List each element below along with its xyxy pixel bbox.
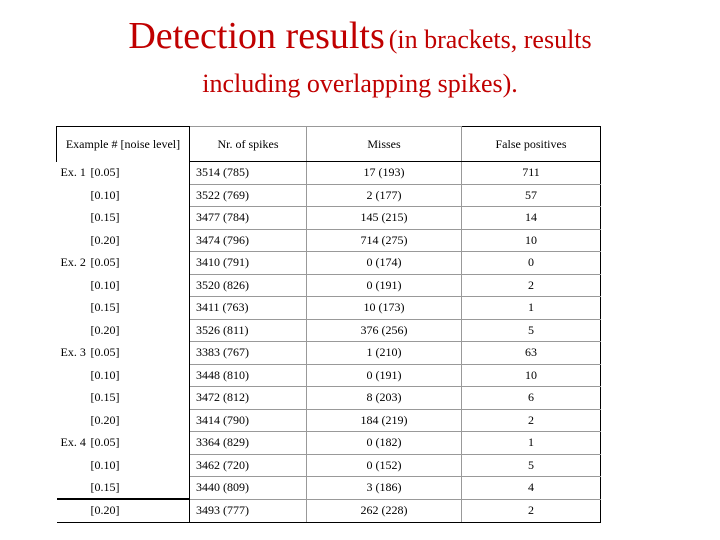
cell-false-positives: 2 [462, 499, 601, 522]
slide-title [0, 14, 720, 99]
cell-example [57, 409, 190, 432]
cell-false-positives: 1 [462, 432, 601, 455]
cell-spikes: 3411 (763) [190, 297, 307, 320]
table-row [57, 454, 601, 477]
cell-example [57, 499, 190, 522]
noise-level: [0.20] [90, 322, 120, 337]
title-main: Detection results [128, 15, 385, 57]
table-row [57, 477, 601, 500]
table-row [57, 499, 601, 522]
cell-example [57, 229, 190, 252]
cell-example [57, 364, 190, 387]
cell-example [57, 319, 190, 342]
noise-level: [0.15] [90, 390, 120, 405]
example-label: Ex. 3 [60, 345, 86, 360]
cell-misses: 17 (193) [307, 162, 462, 185]
cell-false-positives: 63 [462, 342, 601, 365]
cell-spikes: 3364 (829) [190, 432, 307, 455]
cell-spikes: 3448 (810) [190, 364, 307, 387]
cell-false-positives: 2 [462, 409, 601, 432]
cell-example [57, 274, 190, 297]
header-spikes: Nr. of spikes [190, 127, 307, 162]
noise-level: [0.15] [90, 210, 120, 225]
results-table [56, 126, 601, 523]
example-label: Ex. 2 [60, 255, 86, 270]
noise-level: [0.05] [90, 345, 120, 360]
cell-misses: 8 (203) [307, 387, 462, 410]
cell-example [57, 387, 190, 410]
title-paren: (in brackets, results [388, 25, 592, 54]
cell-example [57, 432, 190, 455]
example-label: Ex. 1 [60, 165, 86, 180]
cell-misses: 0 (174) [307, 252, 462, 275]
noise-level: [0.05] [90, 165, 120, 180]
cell-misses: 145 (215) [307, 207, 462, 230]
cell-example [57, 184, 190, 207]
noise-level: [0.05] [90, 255, 120, 270]
cell-misses: 714 (275) [307, 229, 462, 252]
noise-level: [0.15] [90, 300, 120, 315]
cell-misses: 3 (186) [307, 477, 462, 500]
header-false-positives: False positives [462, 127, 601, 162]
cell-spikes: 3493 (777) [190, 499, 307, 522]
header-example: Example # [noise level] [57, 127, 190, 162]
cell-misses: 1 (210) [307, 342, 462, 365]
table-row [57, 409, 601, 432]
cell-false-positives: 57 [462, 184, 601, 207]
table-row [57, 162, 601, 185]
noise-level: [0.10] [90, 367, 120, 382]
cell-example [57, 477, 190, 500]
cell-misses: 10 (173) [307, 297, 462, 320]
table-body [57, 162, 601, 523]
table-row [57, 252, 601, 275]
cell-misses: 0 (182) [307, 432, 462, 455]
noise-level: [0.15] [90, 479, 120, 494]
cell-false-positives: 6 [462, 387, 601, 410]
cell-false-positives: 4 [462, 477, 601, 500]
cell-spikes: 3472 (812) [190, 387, 307, 410]
noise-level: [0.10] [90, 277, 120, 292]
cell-spikes: 3462 (720) [190, 454, 307, 477]
table-row [57, 229, 601, 252]
cell-example [57, 207, 190, 230]
cell-spikes: 3440 (809) [190, 477, 307, 500]
cell-spikes: 3477 (784) [190, 207, 307, 230]
table-header-row [57, 127, 601, 162]
cell-false-positives: 2 [462, 274, 601, 297]
table-row [57, 387, 601, 410]
cell-misses: 376 (256) [307, 319, 462, 342]
cell-example [57, 297, 190, 320]
cell-misses: 262 (228) [307, 499, 462, 522]
noise-level: [0.10] [90, 187, 120, 202]
table-row [57, 184, 601, 207]
cell-false-positives: 711 [462, 162, 601, 185]
cell-spikes: 3383 (767) [190, 342, 307, 365]
cell-example [57, 454, 190, 477]
cell-misses: 0 (191) [307, 274, 462, 297]
cell-false-positives: 1 [462, 297, 601, 320]
cell-false-positives: 5 [462, 319, 601, 342]
cell-false-positives: 10 [462, 229, 601, 252]
cell-misses: 0 (191) [307, 364, 462, 387]
cell-spikes: 3414 (790) [190, 409, 307, 432]
table-row [57, 342, 601, 365]
cell-misses: 0 (152) [307, 454, 462, 477]
cell-spikes: 3526 (811) [190, 319, 307, 342]
table-row [57, 297, 601, 320]
table-row [57, 364, 601, 387]
cell-misses: 184 (219) [307, 409, 462, 432]
cell-spikes: 3520 (826) [190, 274, 307, 297]
table-row [57, 207, 601, 230]
noise-level: [0.20] [90, 412, 120, 427]
cell-spikes: 3410 (791) [190, 252, 307, 275]
cell-example [57, 162, 190, 185]
cell-example [57, 252, 190, 275]
cell-misses: 2 (177) [307, 184, 462, 207]
cell-example [57, 342, 190, 365]
noise-level: [0.20] [90, 503, 120, 518]
cell-false-positives: 10 [462, 364, 601, 387]
cell-spikes: 3514 (785) [190, 162, 307, 185]
cell-spikes: 3522 (769) [190, 184, 307, 207]
cell-false-positives: 14 [462, 207, 601, 230]
example-label: Ex. 4 [60, 435, 86, 450]
noise-level: [0.10] [90, 457, 120, 472]
title-line2: including overlapping spikes). [202, 68, 518, 98]
noise-level: [0.20] [90, 232, 120, 247]
table-row [57, 319, 601, 342]
cell-spikes: 3474 (796) [190, 229, 307, 252]
noise-level: [0.05] [90, 435, 120, 450]
table-row [57, 274, 601, 297]
header-misses: Misses [307, 127, 462, 162]
cell-false-positives: 5 [462, 454, 601, 477]
table-row [57, 432, 601, 455]
cell-false-positives: 0 [462, 252, 601, 275]
